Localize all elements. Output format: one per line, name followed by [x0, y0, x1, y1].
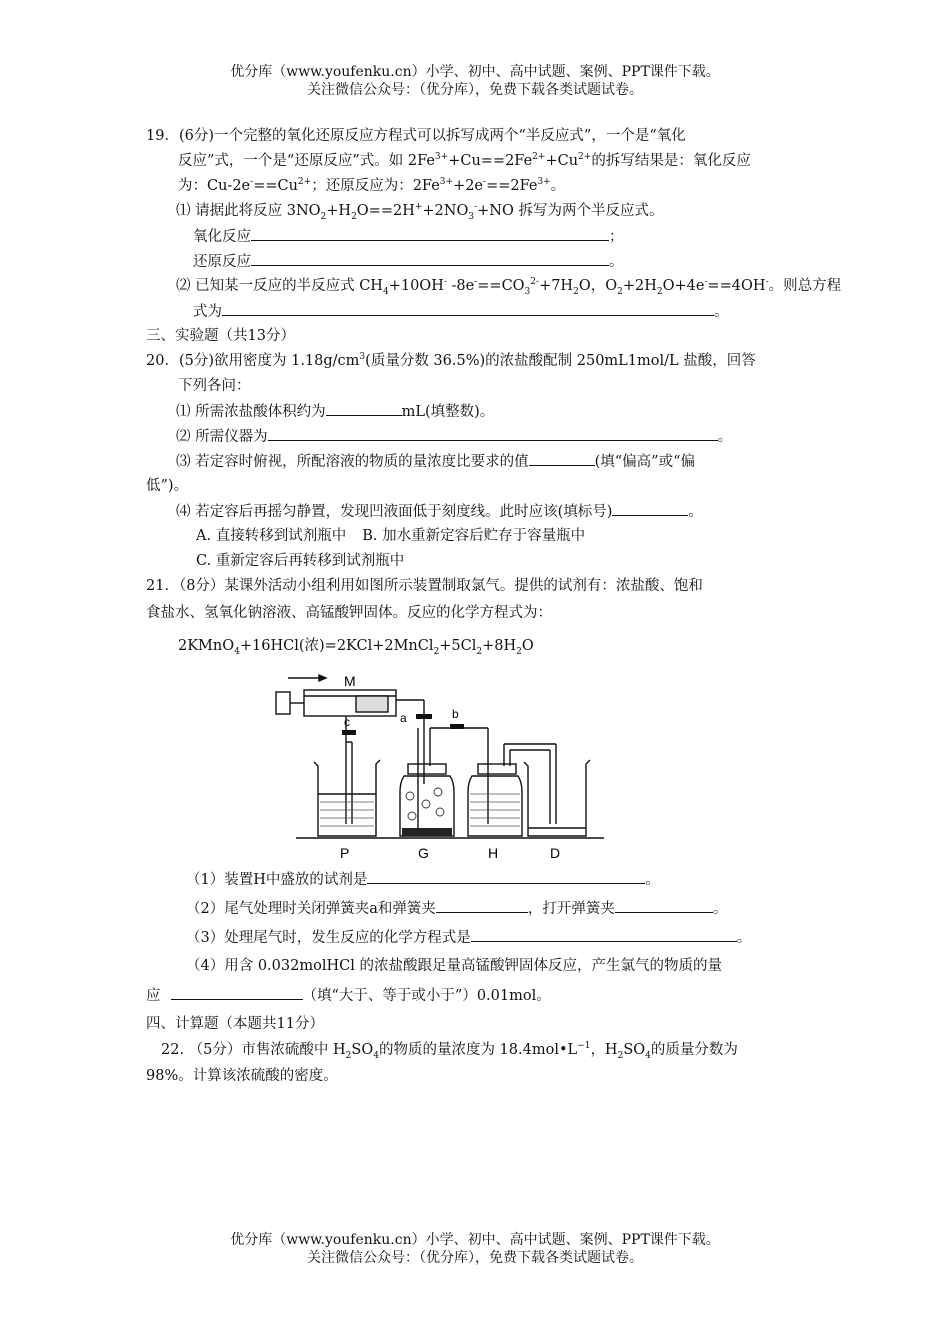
comparison-blank[interactable] [171, 985, 303, 1000]
label-a: a [400, 711, 407, 725]
beaker-p [314, 760, 380, 836]
bottle-g-stopper [408, 764, 446, 774]
q19-reduction: 还原反应 。 [193, 251, 624, 272]
q21-equation: 2KMnO$_4$+16HCl(浓)$=2KCl+2MnCl_2+5Cl_2+8H_2O$ [178, 638, 534, 657]
instruments-blank[interactable] [268, 426, 718, 441]
q21-line-2: 食盐水、氢氧化钠溶液、高锰酸钾固体。反应的化学方程式为： [146, 605, 552, 621]
q20-line-1: 20．(5分)欲用密度为 $1.18g/cm^3$(质量分数 36.5%)的浓盐酸配制 250mL1mol/L 盐酸，回答 [146, 352, 756, 369]
q21-line-1: 21．（8分）某课外活动小组利用如图所示装置制取氯气。提供的试剂有：浓盐酸、饱和 [146, 578, 703, 594]
q20-options-ab [196, 526, 585, 546]
q21-sub-1: （1）装置H中盛放的试剂是 。 [186, 869, 660, 890]
clamp-a [416, 714, 432, 719]
section-3-title: 三、实验题（共13分） [146, 328, 295, 344]
concentration-blank[interactable] [529, 451, 595, 466]
option-a: A. 直接转移到试剂瓶中 [196, 528, 347, 544]
q20-part-4: ⑷ 若定容后再摇匀静置，发现凹液面低于刻度线。此时应该(填标号) 。 [176, 501, 703, 522]
apparatus-figure [268, 664, 608, 864]
q20-part-1: ⑴ 所需浓盐酸体积约为 mL(填整数)。 [176, 401, 494, 422]
volume-blank[interactable] [326, 401, 402, 416]
q22-line-1: 22. （5分）市售浓硫酸中 $H_2SO_4$的物质的量浓度为 $18.4mol•L^{-1}$，$H_2SO_4$的质量分数为 [161, 1041, 738, 1061]
q19-line-3: 为：$Cu-2e^-==Cu^{2+}$；还原反应为：$2Fe^{3+}+2e^-==2Fe^{3+}$。 [178, 177, 566, 194]
q21-sub-2: （2）尾气处理时关闭弹簧夹a和弹簧夹 ，打开弹簧夹 。 [186, 898, 727, 919]
q19-part-1: ⑴ 请据此将反应 $3NO_2+H_2O==2H^++2NO_3^-+NO$ 拆写为两个半反应式。 [176, 202, 664, 222]
clamp-b [450, 724, 464, 729]
q20-option-c: C. 重新定容后再转移到试剂瓶中 [196, 553, 405, 569]
label-h: H [488, 845, 499, 861]
bottle-g [400, 776, 454, 836]
q19-total-equation: 式为 。 [193, 301, 729, 322]
q20-part-3-cont: 低”)。 [146, 478, 189, 494]
label-m: M [344, 673, 356, 689]
clamp-open-blank[interactable] [615, 898, 713, 913]
total-equation-blank[interactable] [222, 301, 714, 316]
option-blank[interactable] [612, 501, 688, 516]
clamp-c [342, 730, 356, 735]
label-c: c [344, 715, 350, 729]
q21-sub-4-cont: 应 （填“大于、等于或小于”）0.01mol。 [146, 985, 551, 1006]
q21-sub-3: （3）处理尾气时，发生反应的化学方程式是 。 [186, 927, 751, 948]
header-line-1: 优分库（www.youfenku.cn）小学、初中、高中试题、案例、PPT课件下载。 [230, 64, 720, 80]
section-4-title: 四、计算题（本题共11分） [146, 1016, 324, 1032]
q20-part-3: ⑶ 若定容时俯视，所配溶液的物质的量浓度比要求的值 (填“偏高”或“偏 [176, 451, 695, 472]
solid-kmno4 [402, 828, 452, 836]
syringe-liquid [356, 696, 388, 712]
q21-sub-4: （4）用含 0.032molHCl 的浓盐酸跟足量高锰酸钾固体反应，产生氯气的物质的量 [186, 958, 722, 974]
label-b: b [452, 707, 459, 721]
label-d: D [550, 845, 561, 861]
bottle-h [468, 776, 522, 836]
label-p: P [340, 845, 350, 861]
tail-gas-equation-blank[interactable] [471, 927, 737, 942]
label-g: G [418, 845, 429, 861]
q19-oxidation: 氧化反应 ； [193, 226, 624, 247]
reduction-blank[interactable] [251, 251, 609, 266]
footer-line-2: 关注微信公众号：（优分库），免费下载各类试题试卷。 [307, 1250, 643, 1266]
q19-line-2: 反应”式，一个是“还原反应”式。如 $2Fe^{3+}+Cu==2Fe^{2+}+Cu^{2+}$的拆写结果是：氧化反应 [178, 152, 751, 169]
header-line-2: 关注微信公众号：（优分库），免费下载各类试题试卷。 [307, 82, 643, 98]
reagent-h-blank[interactable] [367, 869, 645, 884]
q20-line-2: 下列各问： [178, 378, 251, 394]
q19-part-2: ⑵ 已知某一反应的半反应式 $CH_4+10OH^-$ $-8e^-==CO_3^{2-}+7H_2O$，$O_2+2H_2O+4e^-==4OH^-$。则总方程 [176, 277, 842, 297]
arrow-head [319, 675, 326, 681]
beaker-d [524, 760, 590, 836]
syringe-handle [276, 692, 290, 714]
q22-line-2: 98%。计算该浓硫酸的密度。 [146, 1068, 338, 1084]
clamp-close-blank[interactable] [436, 898, 528, 913]
footer-line-1: 优分库（www.youfenku.cn）小学、初中、高中试题、案例、PPT课件下载。 [230, 1232, 720, 1248]
q20-part-2: ⑵ 所需仪器为 。 [176, 426, 732, 447]
oxidation-blank[interactable] [251, 226, 609, 241]
option-b: B. 加水重新定容后贮存于容量瓶中 [362, 528, 586, 544]
q19-line-1: 19．(6分)一个完整的氧化还原反应方程式可以拆写成两个“半反应式”，一个是“氧化 [146, 128, 686, 144]
